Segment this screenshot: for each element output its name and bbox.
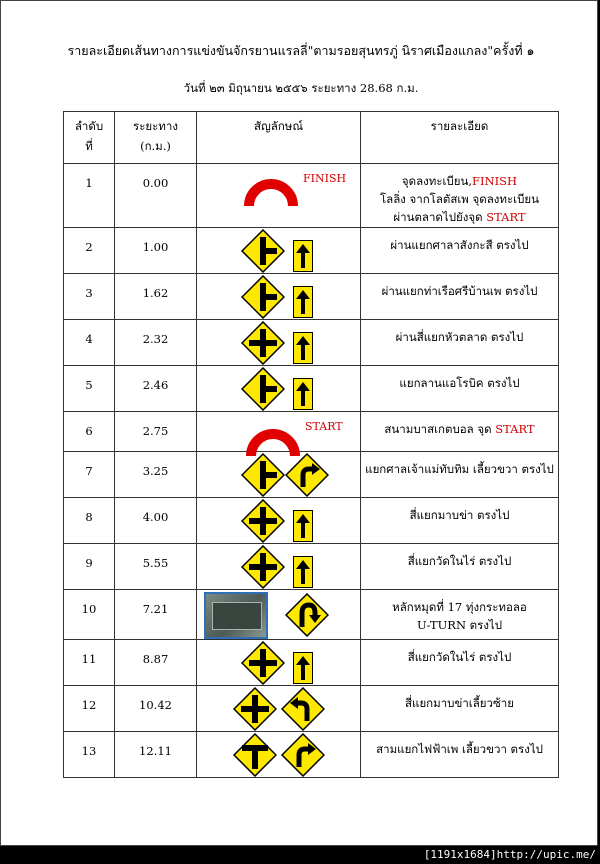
cell-detail [361, 640, 559, 686]
cell-order: 5 [64, 366, 115, 412]
tjunction-sign-icon [241, 275, 285, 319]
cell-order: 7 [64, 452, 115, 498]
detail-line: แยกลานแอโรบิค ตรงไป [399, 376, 520, 390]
cell-distance: 0.00 [115, 164, 197, 228]
cell-detail [361, 164, 559, 228]
crossroad-sign-icon [241, 499, 285, 543]
marker-stone-photo [204, 592, 268, 639]
header-order: ลำดับ ที่ [64, 112, 115, 164]
uturn-finish-icon [241, 172, 301, 206]
turn-left-sign-icon [281, 687, 325, 731]
tjunction-sign-icon [241, 229, 285, 273]
turn-right-sign-icon [281, 733, 325, 777]
straight-arrow-icon [293, 378, 313, 410]
straight-arrow-icon [293, 652, 313, 684]
table-row [64, 732, 559, 778]
table-row [64, 412, 559, 452]
table-row [64, 274, 559, 320]
cell-symbol [197, 640, 361, 686]
cell-order: 1 [64, 164, 115, 228]
detail-line: จุดลงทะเบียน,FINISH [401, 174, 518, 188]
straight-arrow-icon [293, 286, 313, 318]
watermark-text: [1191x1684]http://upic.me/ [423, 848, 596, 861]
turn-right-sign-icon [285, 453, 329, 497]
cell-detail [361, 412, 559, 452]
detail-line: สี่แยกมาบข่า ตรงไป [409, 508, 510, 522]
cell-symbol [197, 498, 361, 544]
detail-line: U-TURN ตรงไป [416, 618, 503, 632]
detail-line: ผ่านตลาดไปยังจุด START [393, 210, 526, 224]
cell-detail [361, 590, 559, 640]
cell-distance: 5.55 [115, 544, 197, 590]
detail-line: ผ่านแยกศาลาสังกะสี ตรงไป [390, 238, 529, 252]
cell-detail [361, 228, 559, 274]
cell-order: 3 [64, 274, 115, 320]
detail-line: ผ่านสี่แยกหัวตลาด ตรงไป [395, 330, 524, 344]
crossroad-sign-icon [233, 687, 277, 731]
t-intersection-sign-icon [233, 733, 277, 777]
route-table [63, 111, 559, 778]
cell-distance: 12.11 [115, 732, 197, 778]
table-row [64, 544, 559, 590]
detail-line: สี่แยกวัดในไร่ ตรงไป [407, 554, 512, 568]
crossroad-sign-icon [241, 641, 285, 685]
cell-order: 12 [64, 686, 115, 732]
table-row [64, 686, 559, 732]
detail-line: ผ่านแยกท่าเรือศรีบ้านเพ ตรงไป [381, 284, 538, 298]
table-row [64, 366, 559, 412]
tjunction-sign-icon [241, 367, 285, 411]
header-symbol: สัญลักษณ์ [197, 112, 361, 164]
uturn-sign-icon [285, 593, 329, 637]
finish-label: FINISH [303, 172, 347, 185]
cell-symbol [197, 274, 361, 320]
table-row [64, 498, 559, 544]
cell-distance: 7.21 [115, 590, 197, 640]
cell-order: 13 [64, 732, 115, 778]
table-row [64, 164, 559, 228]
cell-symbol [197, 228, 361, 274]
header-distance: ระยะทาง (ก.ม.) [115, 112, 197, 164]
cell-symbol [197, 544, 361, 590]
straight-arrow-icon [293, 332, 313, 364]
document-title: รายละเอียดเส้นทางการแข่งขันจักรยานแรลลี่"ตามรอยสุนทรภู่ นิราศเมืองแกลง"ครั้งที่ ๑ [67, 43, 535, 58]
tjunction-sign-icon [241, 453, 285, 497]
cell-symbol [197, 732, 361, 778]
cell-detail [361, 366, 559, 412]
cell-detail [361, 732, 559, 778]
cell-distance: 2.32 [115, 320, 197, 366]
crossroad-sign-icon [241, 545, 285, 589]
cell-distance: 2.75 [115, 412, 197, 452]
cell-distance: 2.46 [115, 366, 197, 412]
cell-symbol [197, 590, 361, 640]
detail-line: หลักหมุดที่ 17 ทุ่งกระทอลอ [392, 600, 527, 614]
cell-order: 10 [64, 590, 115, 640]
cell-detail [361, 274, 559, 320]
cell-detail [361, 686, 559, 732]
straight-arrow-icon [293, 510, 313, 542]
cell-order: 2 [64, 228, 115, 274]
cell-symbol [197, 686, 361, 732]
cell-order: 11 [64, 640, 115, 686]
straight-arrow-icon [293, 240, 313, 272]
document-subtitle: วันที่ ๒๓ มิถุนายน ๒๕๕๖ ระยะทาง 28.68 ก.ม. [183, 81, 419, 95]
detail-line: สี่แยกมาบข่าเลี้ยวซ้าย [405, 696, 514, 710]
straight-arrow-icon [293, 556, 313, 588]
cell-detail [361, 498, 559, 544]
cell-order: 4 [64, 320, 115, 366]
cell-detail [361, 320, 559, 366]
cell-symbol [197, 320, 361, 366]
cell-symbol [197, 164, 361, 228]
detail-line: โลลิ่ง จากโลตัสเพ จุดลงทะเบียน [379, 192, 540, 206]
cell-detail [361, 452, 559, 498]
table-row [64, 590, 559, 640]
cell-distance: 1.62 [115, 274, 197, 320]
cell-symbol [197, 412, 361, 452]
cell-order: 6 [64, 412, 115, 452]
cell-symbol [197, 366, 361, 412]
detail-line: สนามบาสเกตบอล จุด START [384, 422, 535, 436]
cell-distance: 1.00 [115, 228, 197, 274]
cell-order: 8 [64, 498, 115, 544]
table-row [64, 228, 559, 274]
crossroad-sign-icon [241, 321, 285, 365]
table-row [64, 452, 559, 498]
cell-distance: 4.00 [115, 498, 197, 544]
detail-line: สามแยกไฟฟ้าเพ เลี้ยวขวา ตรงไป [376, 742, 543, 756]
table-row [64, 640, 559, 686]
start-label: START [305, 420, 343, 433]
table-row [64, 320, 559, 366]
cell-symbol [197, 452, 361, 498]
table-header-row [64, 112, 559, 164]
cell-distance: 3.25 [115, 452, 197, 498]
cell-detail [361, 544, 559, 590]
detail-line: แยกศาลเจ้าแม่ทับทิม เลี้ยวขวา ตรงไป [365, 462, 554, 476]
detail-line: สี่แยกวัดในไร่ ตรงไป [407, 650, 512, 664]
cell-order: 9 [64, 544, 115, 590]
cell-distance: 10.42 [115, 686, 197, 732]
header-detail: รายละเอียด [361, 112, 559, 164]
cell-distance: 8.87 [115, 640, 197, 686]
